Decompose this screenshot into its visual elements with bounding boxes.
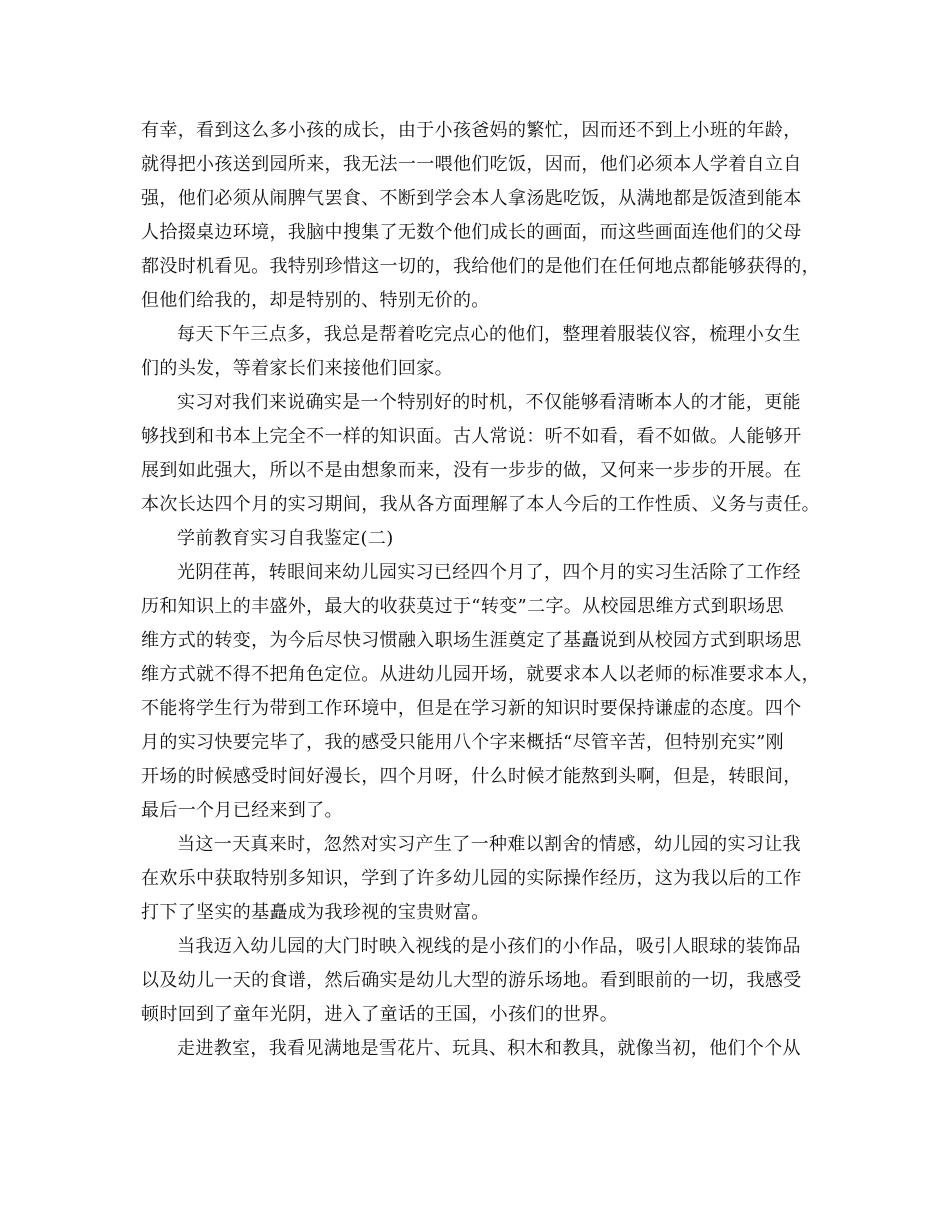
text-line: 都没时机看见。我特别珍惜这一切的，我给他们的是他们在任何地点都能够获得的， xyxy=(141,256,820,277)
paragraph xyxy=(141,556,821,828)
text-line: 当我迈入幼儿园的大门时映入视线的是小孩们的小作品，吸引人眼球的装饰品 xyxy=(177,936,801,957)
text-line: 打下了坚实的基矗成为我珍视的宝贵财富。 xyxy=(141,902,490,923)
paragraph xyxy=(141,828,821,930)
text-line: 每天下午三点多，我总是帮着吃完点心的他们，整理着服装仪容，梳理小女生 xyxy=(177,324,801,345)
text-line: 本次长达四个月的实习期间，我从各方面理解了本人今后的工作性质、义务与责任。 xyxy=(141,494,820,515)
text-line: 当这一天真来时，忽然对实习产生了一种难以割舍的情感，幼儿园的实习让我 xyxy=(177,834,801,855)
text-line: 强，他们必须从闹脾气罢食、不断到学会本人拿汤匙吃饭，从满地都是饭渣到能本 xyxy=(141,188,802,209)
text-line: 在欢乐中获取特别多知识，学到了许多幼儿园的实际操作经历，这为我以后的工作 xyxy=(141,868,802,889)
text-line: 但他们给我的，却是特别的、特别无价的。 xyxy=(141,290,490,311)
paragraph xyxy=(141,318,821,386)
heading-line: 学前教育实习自我鉴定(二) xyxy=(177,528,394,549)
text-line: 月的实习快要完毕了，我的感受只能用八个字来概括“尽管辛苦，但特别充实”刚 xyxy=(141,732,785,753)
section-heading xyxy=(141,522,821,556)
text-line: 够找到和书本上完全不一样的知识面。古人常说：听不如看，看不如做。人能够开 xyxy=(141,426,802,447)
paragraph xyxy=(141,386,821,522)
paragraph xyxy=(141,930,821,1032)
text-line: 们的头发，等着家长们来接他们回家。 xyxy=(141,358,453,379)
text-line: 光阴荏苒，转眼间来幼儿园实习已经四个月了，四个月的实习生活除了工作经 xyxy=(177,562,801,583)
text-line: 最后一个月已经来到了。 xyxy=(141,800,343,821)
paragraph xyxy=(141,1032,821,1066)
text-line: 顿时回到了童年光阴，进入了童话的王国，小孩们的世界。 xyxy=(141,1004,619,1025)
text-line: 维方式的转变，为今后尽快习惯融入职场生涯奠定了基矗说到从校园方式到职场思 xyxy=(141,630,802,651)
text-line: 开场的时候感受时间好漫长，四个月呀，什么时候才能熬到头啊，但是，转眼间， xyxy=(141,766,802,787)
text-line: 历和知识上的丰盛外，最大的收获莫过于“转变”二字。从校园思维方式到职场思 xyxy=(141,596,785,617)
document-body xyxy=(141,114,821,1066)
text-line: 以及幼儿一天的食谱，然后确实是幼儿大型的游乐场地。看到眼前的一切，我感受 xyxy=(141,970,802,991)
text-line: 维方式就不得不把角色定位。从进幼儿园开场，就要求本人以老师的标准要求本人， xyxy=(141,664,820,685)
text-line: 人拾掇桌边环境，我脑中搜集了无数个他们成长的画面，而这些画面连他们的父母 xyxy=(141,222,802,243)
text-line: 就得把小孩送到园所来，我无法一一喂他们吃饭，因而，他们必须本人学着自立自 xyxy=(141,154,802,175)
text-line: 走进教室，我看见满地是雪花片、玩具、积木和教具，就像当初，他们个个从 xyxy=(177,1038,801,1059)
paragraph xyxy=(141,114,821,318)
text-line: 有幸，看到这么多小孩的成长，由于小孩爸妈的繁忙，因而还不到上小班的年龄， xyxy=(141,120,802,141)
text-line: 实习对我们来说确实是一个特别好的时机，不仅能够看清晰本人的才能，更能 xyxy=(177,392,801,413)
text-line: 不能将学生行为带到工作环境中，但是在学习新的知识时要保持谦虚的态度。四个 xyxy=(141,698,802,719)
text-line: 展到如此强大，所以不是由想象而来，没有一步步的做，又何来一步步的开展。在 xyxy=(141,460,802,481)
